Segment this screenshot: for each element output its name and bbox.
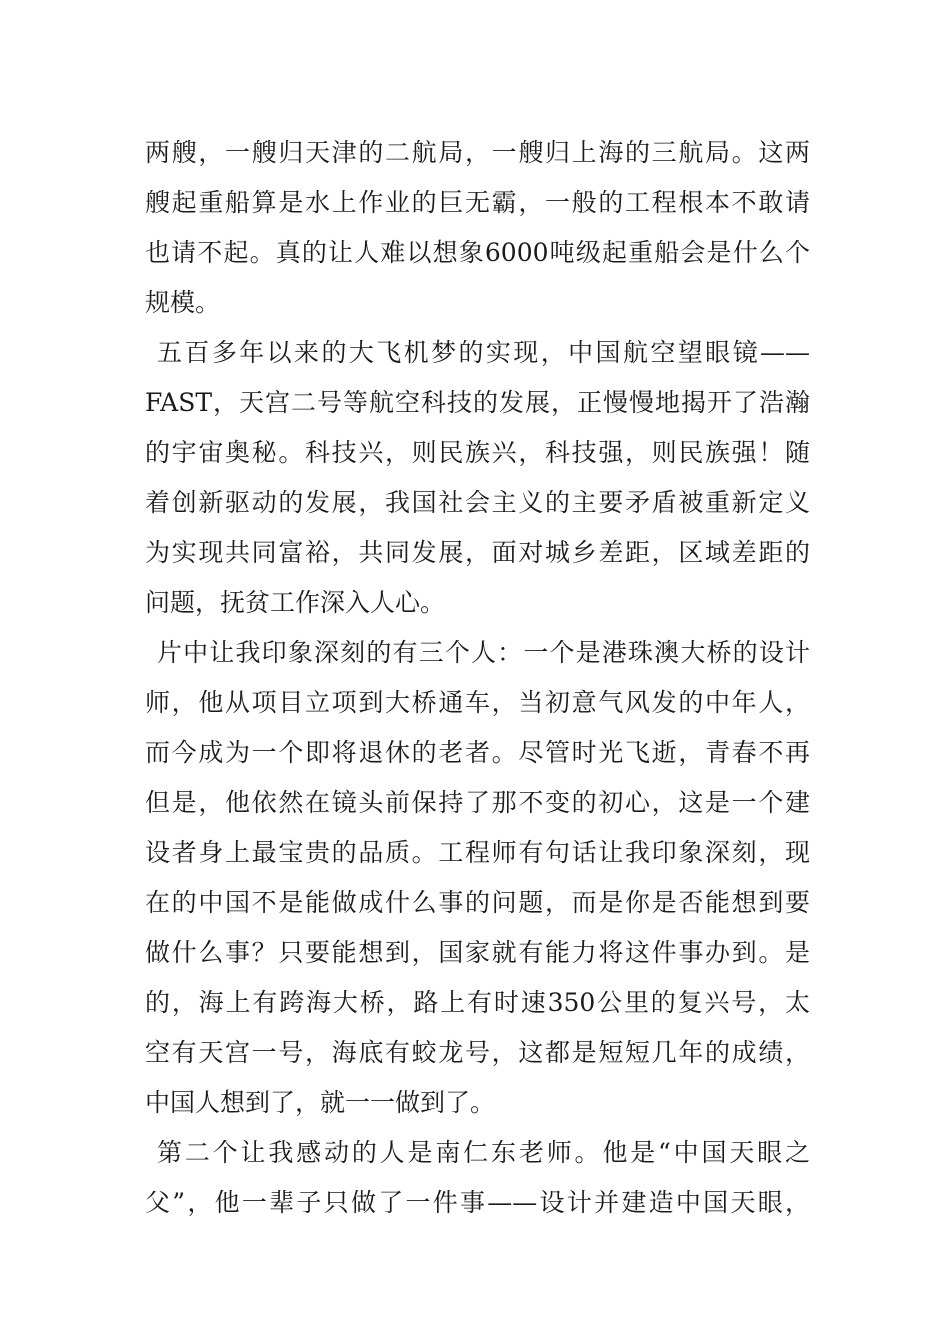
- text-line: 第二个让我感动的人是南仁东老师。他是“中国天眼之: [157, 1138, 810, 1167]
- text-line: 两艘，一艘归天津的二航局，一艘归上海的三航局。这两: [145, 138, 810, 167]
- text-line: 中国人想到了，就一一做到了。: [145, 1088, 496, 1117]
- document-body: [145, 128, 810, 1228]
- text-line: 的宇宙奥秘。科技兴，则民族兴，科技强，则民族强！随: [145, 438, 810, 467]
- text-line: 设者身上最宝贵的品质。工程师有句话让我印象深刻，现: [145, 838, 810, 867]
- text-line: 艘起重船算是水上作业的巨无霸，一般的工程根本不敢请: [145, 188, 810, 217]
- paragraph-2: [145, 328, 810, 628]
- paragraph-1: [145, 128, 810, 328]
- text-line: 问题，抚贫工作深入人心。: [145, 588, 446, 617]
- paragraph-4: [145, 1128, 810, 1228]
- text-line: 做什么事？只要能想到，国家就有能力将这件事办到。是: [145, 938, 810, 967]
- text-line: 父”，他一辈子只做了一件事——设计并建造中国天眼，: [145, 1188, 810, 1217]
- text-line: 规模。: [145, 288, 221, 317]
- text-line: 但是，他依然在镜头前保持了那不变的初心，这是一个建: [145, 788, 810, 817]
- text-line: 在的中国不是能做成什么事的问题，而是你是否能想到要: [145, 888, 810, 917]
- text-line: 也请不起。真的让人难以想象6000吨级起重船会是什么个: [145, 238, 810, 267]
- text-line: 空有天宫一号，海底有蛟龙号，这都是短短几年的成绩，: [145, 1038, 810, 1067]
- text-line: 为实现共同富裕，共同发展，面对城乡差距，区域差距的: [145, 538, 810, 567]
- text-line: 师，他从项目立项到大桥通车，当初意气风发的中年人，: [145, 688, 810, 717]
- text-line: 着创新驱动的发展，我国社会主义的主要矛盾被重新定义: [145, 488, 810, 517]
- text-line: 而今成为一个即将退休的老者。尽管时光飞逝，青春不再: [145, 738, 810, 767]
- text-line: 五百多年以来的大飞机梦的实现，中国航空望眼镜——: [157, 338, 810, 367]
- paragraph-3: [145, 628, 810, 1128]
- text-line: 片中让我印象深刻的有三个人：一个是港珠澳大桥的设计: [157, 638, 810, 667]
- text-line: FAST，天宫二号等航空科技的发展，正慢慢地揭开了浩瀚: [145, 388, 810, 417]
- text-line: 的，海上有跨海大桥，路上有时速350公里的复兴号，太: [145, 988, 810, 1017]
